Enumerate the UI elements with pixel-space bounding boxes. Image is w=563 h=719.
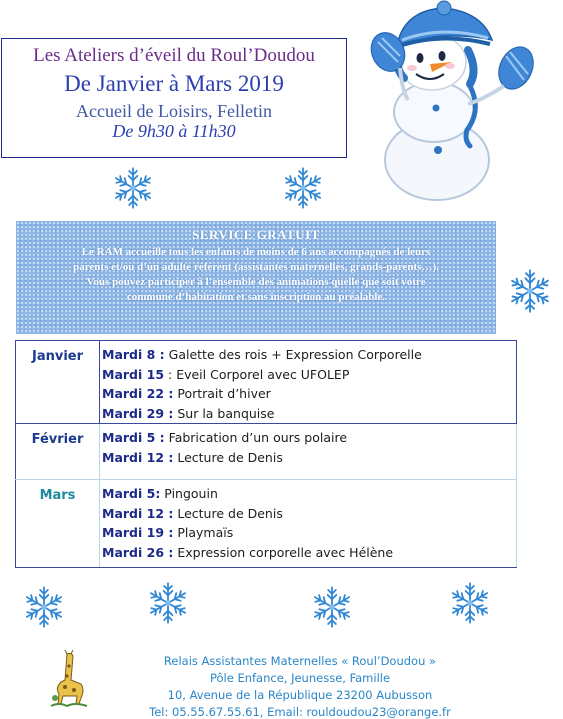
event-item — [102, 543, 516, 563]
event-text: Portrait d’hiver — [173, 386, 271, 401]
event-item — [102, 448, 516, 468]
event-text: Playmaïs — [173, 525, 234, 540]
month-label: Janvier — [16, 341, 100, 424]
service-gratuit-line: Vous pouvez participer à l’ensemble des animations quelle que soit votre — [86, 276, 426, 288]
event-text: Sur la banquise — [173, 405, 275, 421]
event-day: Mardi 5 : — [102, 430, 165, 445]
event-text: Lecture de Denis — [173, 449, 283, 465]
snowflake-icon — [111, 166, 155, 210]
footer-line: Relais Assistantes Maternelles « Roul’Doudou » — [163, 654, 437, 668]
event-day: Mardi 19 : — [102, 525, 174, 540]
event-text: Expression corporelle avec Hélène — [173, 544, 394, 560]
service-gratuit-line: commune d’habitation et sans inscription au préalable. — [126, 291, 386, 303]
footer-contact-info: Tel: 05.55.67.55.61, Email: rouldoudou23@orange.fr — [149, 705, 451, 719]
snowflake-icon — [22, 584, 66, 630]
events-cell — [100, 424, 517, 480]
event-day: Mardi 22 : — [102, 386, 174, 401]
event-day: Mardi 15 — [102, 366, 165, 382]
snowflake-icon — [146, 580, 190, 626]
event-text: Galette des rois + Expression Corporelle — [164, 347, 422, 362]
event-day: Mardi 8 : — [102, 347, 165, 362]
header-title: Les Ateliers d’éveil du Roul’Doudou — [33, 45, 315, 66]
snowflake-icon — [281, 166, 325, 210]
month-label: Février — [16, 424, 100, 480]
footer-address: 10, Avenue de la République 23200 Aubusson — [167, 688, 433, 702]
event-text: Fabrication d’un ours polaire — [164, 430, 348, 445]
header-dates: De Janvier à Mars 2019 — [64, 71, 284, 96]
event-item — [102, 428, 516, 448]
snowman-illustration — [352, 0, 538, 205]
event-text: : Eveil Corporel avec UFOLEP — [164, 366, 350, 382]
service-gratuit-line: parents et/ou d’un adulte référent (assistantes maternelles, grands-parents…). — [73, 261, 439, 273]
event-item — [102, 484, 516, 504]
event-item — [102, 404, 516, 424]
event-text: Pingouin — [160, 486, 218, 501]
snowflake-icon — [310, 584, 354, 630]
snowflake-icon — [448, 580, 492, 626]
table-row — [16, 341, 517, 424]
header-place: Accueil de Loisirs, Felletin — [76, 101, 272, 121]
event-text: Lecture de Denis — [173, 505, 283, 521]
service-gratuit-line: Le RAM accueille tous les enfants de moins de 6 ans accompagnés de leurs — [81, 246, 431, 258]
table-row — [16, 424, 517, 480]
event-day: Mardi 29 : — [102, 405, 174, 421]
event-day: Mardi 12 : — [102, 449, 174, 465]
events-cell — [100, 341, 517, 424]
event-item — [102, 365, 516, 385]
schedule-table — [15, 340, 517, 568]
header-box — [1, 38, 347, 158]
event-day: Mardi 12 : — [102, 505, 174, 521]
footer-line: Pôle Enfance, Jeunesse, Famille — [209, 671, 391, 685]
table-row — [16, 480, 517, 568]
footer-contact — [100, 653, 500, 719]
month-label: Mars — [16, 480, 100, 568]
service-gratuit-text — [16, 245, 496, 305]
event-item — [102, 345, 516, 365]
event-day: Mardi 5: — [102, 486, 161, 501]
snowflake-icon — [507, 268, 553, 314]
header-hours: De 9h30 à 11h30 — [112, 121, 236, 141]
service-gratuit-title: SERVICE GRATUIT — [192, 227, 320, 242]
event-day: Mardi 26 : — [102, 544, 174, 560]
event-item — [102, 384, 516, 404]
giraffe-logo-icon — [47, 650, 91, 708]
event-item — [102, 523, 516, 543]
events-cell — [100, 480, 517, 568]
service-gratuit-banner — [16, 221, 496, 334]
event-item — [102, 504, 516, 524]
